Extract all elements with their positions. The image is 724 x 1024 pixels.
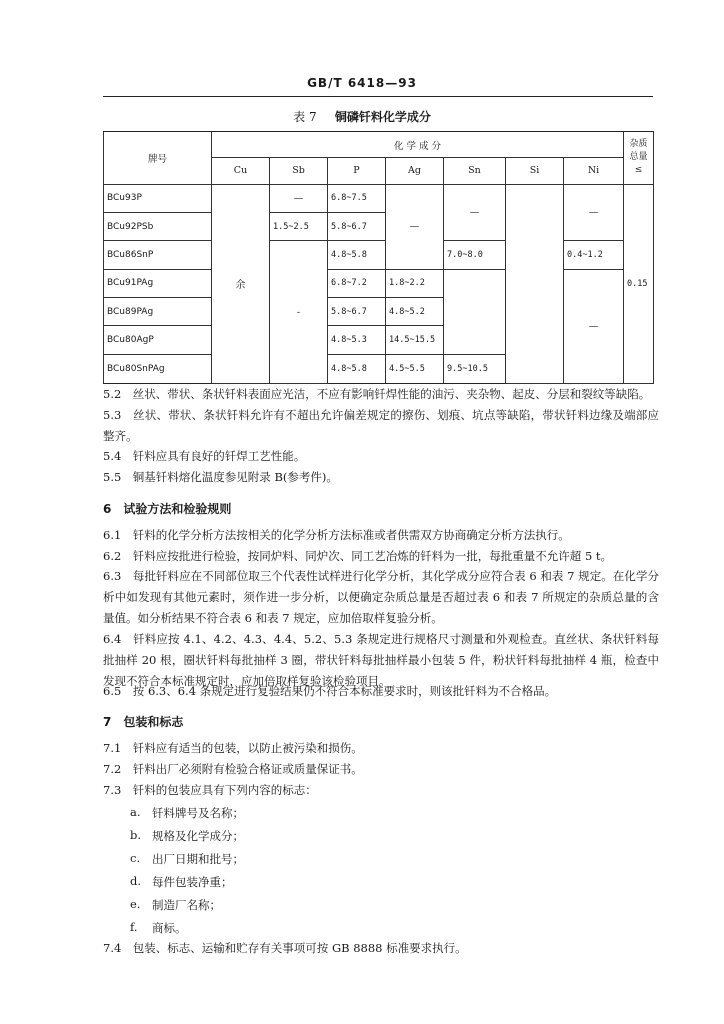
marking-item-text: 出厂日期和批号； bbox=[152, 852, 244, 866]
ni-dash-top-cell: — bbox=[564, 184, 624, 241]
table-caption bbox=[0, 108, 724, 125]
grade-cell: BCu86SnP bbox=[104, 241, 212, 269]
clause-7-1: 7.1 钎料应有适当的包装，以防止被污染和损伤。 bbox=[103, 741, 363, 755]
table-row bbox=[104, 269, 654, 297]
clause-7-2: 7.2 钎料出厂必须附有检验合格证或质量保证书。 bbox=[103, 762, 363, 776]
table-number: 表 7 bbox=[293, 110, 317, 124]
marking-item-key: c. bbox=[130, 851, 141, 865]
clause-6-1: 6.1 钎料的化学分析方法按相关的化学分析方法标准或者供需双方协商确定分析方法执行。 bbox=[103, 528, 570, 542]
p-cell: 4.8~5.8 bbox=[328, 241, 386, 269]
marking-item-key: f. bbox=[130, 920, 138, 934]
sn-dash-cell: — bbox=[444, 184, 506, 241]
section-7-heading: 7 包装和标志 bbox=[103, 715, 184, 729]
table-row bbox=[104, 241, 654, 269]
impurity-header: 杂质总量≤ bbox=[624, 132, 654, 185]
marking-item-text: 钎料牌号及名称； bbox=[152, 806, 244, 820]
composition-header: 化 学 成 分 bbox=[212, 132, 624, 158]
marking-item-key: a. bbox=[130, 805, 141, 819]
grade-cell: BCu80SnPAg bbox=[104, 354, 212, 383]
composition-table bbox=[103, 131, 654, 384]
col-cu: Cu bbox=[212, 158, 270, 184]
marking-item-text: 商标。 bbox=[152, 921, 187, 935]
grade-header: 牌号 bbox=[104, 132, 212, 185]
sb-value-cell: 1.5~2.5 bbox=[270, 212, 328, 240]
sb-dash-bottom-cell: - bbox=[270, 241, 328, 384]
ag-dash-cell: — bbox=[386, 184, 444, 269]
ag-cell: 4.8~5.2 bbox=[386, 297, 444, 325]
grade-cell: BCu91PAg bbox=[104, 269, 212, 297]
clause-6-3: 6.3 每批钎料应在不同部位取三个代表性试样进行化学分析，其化学成分应符合表 6 和表 7 规定。在化学分析中如发现有其他元素时，须作进一步分析，以便确定杂质总量是否超过表 6 和表 7 所规定的杂质总量的含量值。如分析结果不符合表 6 和表 7 规定，应加倍取样复验分析。 bbox=[103, 569, 659, 625]
p-cell: 4.8~5.8 bbox=[328, 354, 386, 383]
col-sn: Sn bbox=[444, 158, 506, 184]
section-6-heading: 6 试验方法和检验规则 bbox=[103, 502, 232, 516]
si-cell bbox=[506, 184, 564, 383]
clause-6-2: 6.2 钎料应按批进行检验，按同炉料、同炉次、同工艺冶炼的钎料为一批，每批重量不允许超 5 t。 bbox=[103, 549, 613, 563]
clause-7-4: 7.4 包装、标志、运输和贮存有关事项可按 GB 8888 标准要求执行。 bbox=[103, 941, 467, 955]
grade-cell: BCu80AgP bbox=[104, 326, 212, 354]
ni-value-cell: 0.4~1.2 bbox=[564, 241, 624, 269]
clause-7-3: 7.3 钎料的包装应具有下列内容的标志： bbox=[103, 783, 317, 797]
col-p: P bbox=[328, 158, 386, 184]
p-cell: 5.8~6.7 bbox=[328, 297, 386, 325]
ni-dash-bottom-cell: — bbox=[564, 269, 624, 383]
table-title: 铜磷钎料化学成分 bbox=[334, 110, 431, 124]
sn-cell: 9.5~10.5 bbox=[444, 354, 506, 383]
sn-empty-cell bbox=[444, 269, 506, 354]
ag-cell: 14.5~15.5 bbox=[386, 326, 444, 354]
col-si: Si bbox=[506, 158, 564, 184]
marking-item-key: b. bbox=[130, 828, 142, 842]
marking-item-key: d. bbox=[130, 874, 142, 888]
sb-dash-cell: — bbox=[270, 184, 328, 212]
col-ag: Ag bbox=[386, 158, 444, 184]
header-rule bbox=[103, 96, 653, 97]
clause-5-3: 5.3 丝状、带状、条状钎料允许有不超出允许偏差规定的擦伤、划痕、坑点等缺陷，带状钎料边缘及端部应整齐。 bbox=[103, 408, 659, 443]
clause-6-4: 6.4 钎料应按 4.1、4.2、4.3、4.4、5.2、5.3 条规定进行规格尺寸测量和外观检查。直丝状、条状钎料每批抽样 20 根，圈状钎料每批抽样 3 圈，带状钎料每批抽样最小包装 5 件，粉状钎料每批抽样 4 瓶，检查中发现不符合本标准规定时，应加倍取样复验该检验项目。 bbox=[103, 632, 659, 688]
marking-item-text: 每件包装净重； bbox=[152, 875, 233, 889]
p-cell: 6.8~7.5 bbox=[328, 184, 386, 212]
grade-cell: BCu92PSb bbox=[104, 212, 212, 240]
table-row bbox=[104, 184, 654, 212]
grade-cell: BCu93P bbox=[104, 184, 212, 212]
clause-6-5: 6.5 按 6.3、6.4 条规定进行复验结果仍不符合本标准要求时，则该批钎料为不合格品。 bbox=[103, 684, 557, 698]
p-cell: 4.8~5.3 bbox=[328, 326, 386, 354]
marking-item-key: e. bbox=[130, 897, 141, 911]
sn-value-cell: 7.0~8.0 bbox=[444, 241, 506, 269]
grade-cell: BCu89PAg bbox=[104, 297, 212, 325]
impurity-cell: 0.15 bbox=[624, 184, 654, 383]
clause-5-4: 5.4 钎料应具有良好的钎焊工艺性能。 bbox=[103, 449, 306, 463]
p-cell: 6.8~7.2 bbox=[328, 269, 386, 297]
standard-header: GB/T 6418—93 bbox=[307, 76, 417, 90]
marking-item-text: 规格及化学成分； bbox=[152, 829, 244, 843]
ag-cell: 4.5~5.5 bbox=[386, 354, 444, 383]
col-ni: Ni bbox=[564, 158, 624, 184]
cu-rest-cell: 余 bbox=[212, 184, 270, 383]
col-sb: Sb bbox=[270, 158, 328, 184]
p-cell: 5.8~6.7 bbox=[328, 212, 386, 240]
clause-5-2: 5.2 丝状、带状、条状钎料表面应光洁，不应有影响钎焊性能的油污、夹杂物、起皮、分层和裂纹等缺陷。 bbox=[103, 387, 651, 401]
marking-item-text: 制造厂名称； bbox=[152, 898, 221, 912]
ag-cell: 1.8~2.2 bbox=[386, 269, 444, 297]
clause-5-5: 5.5 铜基钎料熔化温度参见附录 B(参考件)。 bbox=[103, 470, 338, 484]
